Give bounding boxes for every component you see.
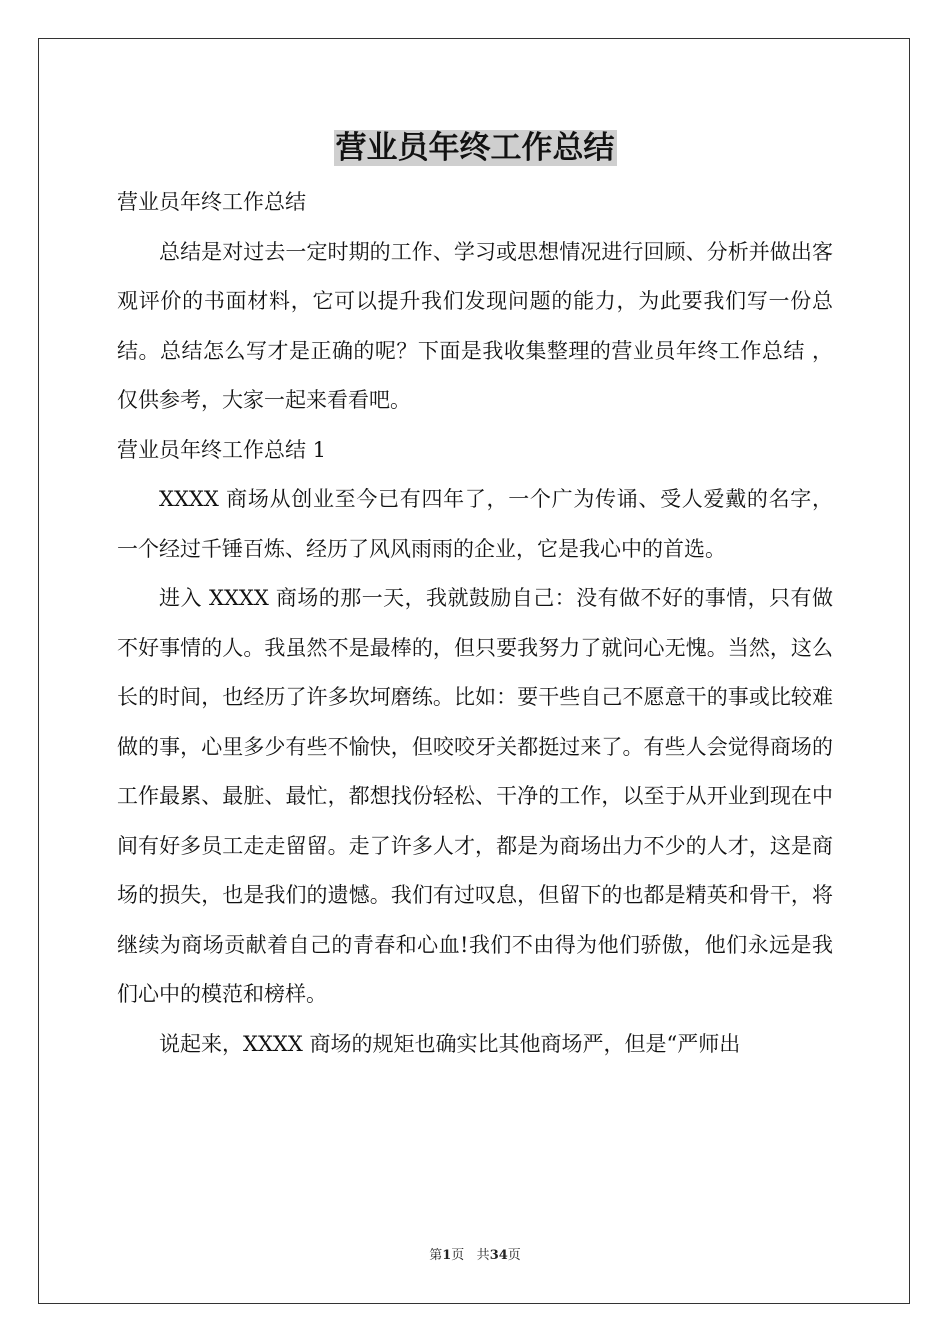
page-prefix: 第 — [429, 1248, 443, 1263]
document-body — [117, 178, 833, 1069]
total-prefix: 共 — [476, 1248, 490, 1263]
page-footer — [0, 1247, 950, 1265]
paragraph-body: 说起来，XXXX 商场的规矩也确实比其他商场严，但是“严师出 — [159, 1031, 741, 1056]
document-title-text: 营业员年终工作总结 — [335, 130, 615, 166]
page-suffix: 页 — [451, 1248, 465, 1263]
paragraph-section-heading: 营业员年终工作总结 1 — [117, 437, 327, 462]
total-pages: 34 — [489, 1248, 508, 1263]
paragraph-body: 进入 XXXX 商场的那一天，我就鼓励自己：没有做不好的事情，只有做不好事情的人。我虽然不是最棒的，但只要我努力了就问心无愧。当然，这么长的时间，也经历了许多坎坷磨练。比如：要干些自己不愿意干的事或比较难做的事，心里多少有些不愉快，但咬咬牙关都挺过来了。有些人会觉得商场的工作最累、最脏、最忙，都想找份轻松、干净的工作，以至于从开业到现在中间有好多员工走走留留。走了许多人才，都是为商场出力不少的人才，这是商场的损失，也是我们的遗憾。我们有过叹息，但留下的也都是精英和骨干，将继续为商场贡献着自己的青春和心血!我们不由得为他们骄傲，他们永远是我们心中的模范和榜样。 — [117, 586, 833, 1006]
paragraph-body: XXXX 商场从创业至今已有四年了，一个广为传诵、受人爱戴的名字，一个经过千锤百炼、经历了风风雨雨的企业，它是我心中的首选。 — [117, 487, 833, 561]
paragraph-intro: 总结是对过去一定时期的工作、学习或思想情况进行回顾、分析并做出客观评价的书面材料，它可以提升我们发现问题的能力，为此要我们写一份总结。总结怎么写才是正确的呢？下面是我收集整理的营业员年终工作总结 ，仅供参考，大家一起来看看吧。 — [117, 239, 833, 412]
document-title — [0, 126, 950, 170]
page-number: 1 — [442, 1248, 452, 1263]
total-suffix: 页 — [507, 1248, 521, 1263]
paragraph-subtitle: 营业员年终工作总结 — [117, 190, 306, 214]
